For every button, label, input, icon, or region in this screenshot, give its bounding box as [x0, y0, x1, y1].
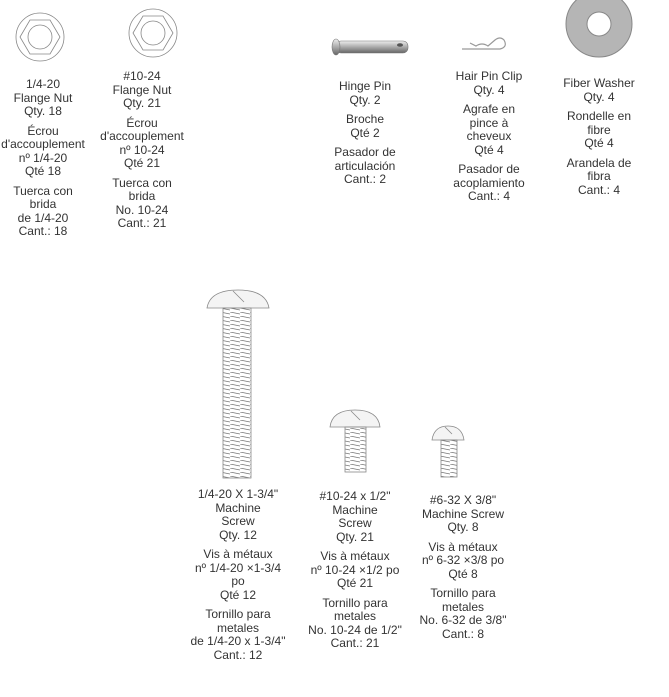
part-label-flange-nut-10-24	[82, 70, 202, 237]
label-line: Agrafe en	[462, 102, 516, 116]
label-line: Qté 18	[24, 164, 62, 178]
flange-nut-icon	[16, 13, 64, 61]
label-line: Qté 21	[123, 156, 161, 170]
hinge-pin-icon	[332, 39, 408, 55]
label-line: Qté 12	[219, 587, 257, 602]
label-line: Qté 4	[584, 136, 614, 150]
label-line: Tuerca con	[13, 183, 73, 198]
machine-screw-icon	[432, 426, 464, 477]
part-label-machine-screw-6-32	[403, 494, 523, 647]
label-line: Qty. 12	[219, 527, 257, 542]
label-line: #6-32 X 3/8"	[429, 493, 497, 507]
label-line: Hair Pin Clip	[455, 69, 523, 83]
label-line: metales	[441, 599, 485, 614]
english-label	[429, 70, 549, 97]
label-line: Qté 8	[448, 566, 478, 581]
spanish-label	[295, 597, 415, 651]
part-label-machine-screw-10-24	[295, 490, 415, 657]
label-line: Qté 4	[474, 142, 504, 157]
english-label	[403, 494, 523, 535]
label-line: Cant.: 21	[117, 216, 167, 230]
label-line: Qty. 2	[349, 92, 381, 107]
label-line: fibre	[587, 122, 611, 137]
english-label	[539, 77, 659, 104]
label-line: Machine Screw	[421, 506, 505, 521]
label-line: Qty. 21	[123, 96, 161, 110]
label-line: de 1/4-20 x 1-3/4"	[190, 634, 286, 648]
label-line: articulación	[334, 158, 396, 173]
french-label	[429, 103, 549, 157]
spanish-label	[539, 157, 659, 198]
french-label	[305, 113, 425, 140]
label-line: Hinge Pin	[338, 79, 392, 93]
label-line: Qty. 8	[447, 520, 479, 534]
spanish-label	[178, 608, 298, 662]
label-line: Screw	[221, 514, 255, 528]
washer-icon	[566, 0, 632, 57]
label-line: metales	[216, 620, 260, 635]
spanish-label	[429, 163, 549, 204]
label-line: Cant.: 4	[467, 189, 511, 203]
machine-screw-icon	[207, 290, 269, 478]
label-line: metales	[333, 609, 377, 623]
label-line: #10-24	[123, 69, 161, 83]
label-line: Tornillo para	[430, 586, 496, 600]
label-line: Tornillo para	[322, 595, 388, 610]
label-line: Tornillo para	[205, 607, 271, 621]
label-line: Vis à métaux	[203, 547, 273, 561]
label-line: Vis à métaux	[428, 539, 498, 554]
label-line: Pasador de	[458, 162, 520, 176]
french-label	[539, 110, 659, 151]
label-line: Qty. 18	[24, 104, 62, 118]
label-line: Cant.: 4	[577, 182, 621, 197]
label-line: nº 10-24 ×1/2 po	[310, 562, 400, 577]
label-line: No. 6-32 de 3/8"	[419, 613, 507, 627]
label-line: Écrou	[126, 115, 158, 130]
english-label	[82, 70, 202, 111]
label-line: acoplamiento	[453, 175, 525, 190]
part-label-fiber-washer	[539, 77, 659, 203]
label-line: Cant.: 18	[18, 224, 68, 238]
label-line: Vis à métaux	[320, 549, 390, 563]
label-line: nº 1/4-20 ×1-3/4	[194, 560, 282, 575]
label-line: d'accouplement	[1, 137, 85, 151]
french-label	[82, 117, 202, 171]
label-line: cheveux	[466, 129, 512, 143]
machine-screw-icon	[330, 410, 380, 472]
label-line: 1/4-20	[25, 77, 61, 91]
label-line: pince à	[469, 115, 509, 130]
label-line: nº 1/4-20	[18, 150, 68, 165]
spanish-label	[403, 587, 523, 641]
english-label	[295, 490, 415, 544]
label-line: Flange Nut	[112, 82, 172, 97]
label-line: brida	[29, 197, 57, 211]
english-label	[305, 80, 425, 107]
label-line: d'accouplement	[100, 129, 184, 143]
label-line: Broche	[345, 112, 385, 126]
part-label-hinge-pin	[305, 80, 425, 193]
label-line: Écrou	[27, 123, 59, 138]
label-line: Cant.: 8	[441, 626, 485, 641]
label-line: nº 6-32 ×3/8 po	[421, 553, 505, 567]
label-line: Qty. 21	[336, 529, 374, 544]
label-line: nº 10-24	[119, 142, 165, 157]
french-label	[295, 550, 415, 591]
part-label-hair-pin-clip	[429, 70, 549, 210]
label-line: 1/4-20 X 1-3/4"	[197, 487, 279, 501]
label-line: Machine	[332, 502, 378, 517]
label-line: Rondelle en	[566, 109, 632, 123]
part-label-machine-screw-1-4-20	[178, 488, 298, 668]
label-line: Qty. 4	[583, 89, 615, 104]
spanish-label	[82, 177, 202, 231]
label-line: Screw	[338, 516, 372, 530]
french-label	[403, 541, 523, 582]
label-line: Tuerca con	[112, 175, 172, 190]
label-line: Qté 21	[336, 576, 374, 590]
label-line: Pasador de	[334, 145, 396, 159]
label-line: fibra	[587, 169, 611, 183]
spanish-label	[305, 146, 425, 187]
label-line: #10-24 x 1/2"	[319, 489, 391, 503]
french-label	[178, 548, 298, 602]
english-label	[178, 488, 298, 542]
flange-nut-icon	[129, 9, 177, 57]
label-line: Qté 2	[350, 125, 380, 140]
label-line: po	[231, 574, 245, 588]
label-line: Flange Nut	[13, 90, 73, 105]
label-line: No. 10-24 de 1/2"	[308, 622, 402, 637]
label-line: Qty. 4	[473, 82, 505, 97]
label-line: de 1/4-20	[17, 210, 69, 225]
label-line: Fiber Washer	[563, 76, 635, 90]
label-line: Cant.: 12	[213, 647, 263, 662]
hair-pin-clip-icon	[462, 38, 505, 49]
label-line: Arandela de	[566, 155, 632, 170]
label-line: Machine	[215, 500, 261, 515]
label-line: Cant.: 2	[343, 172, 387, 186]
label-line: No. 10-24	[115, 202, 169, 217]
label-line: Cant.: 21	[330, 636, 380, 650]
label-line: brida	[128, 189, 156, 203]
